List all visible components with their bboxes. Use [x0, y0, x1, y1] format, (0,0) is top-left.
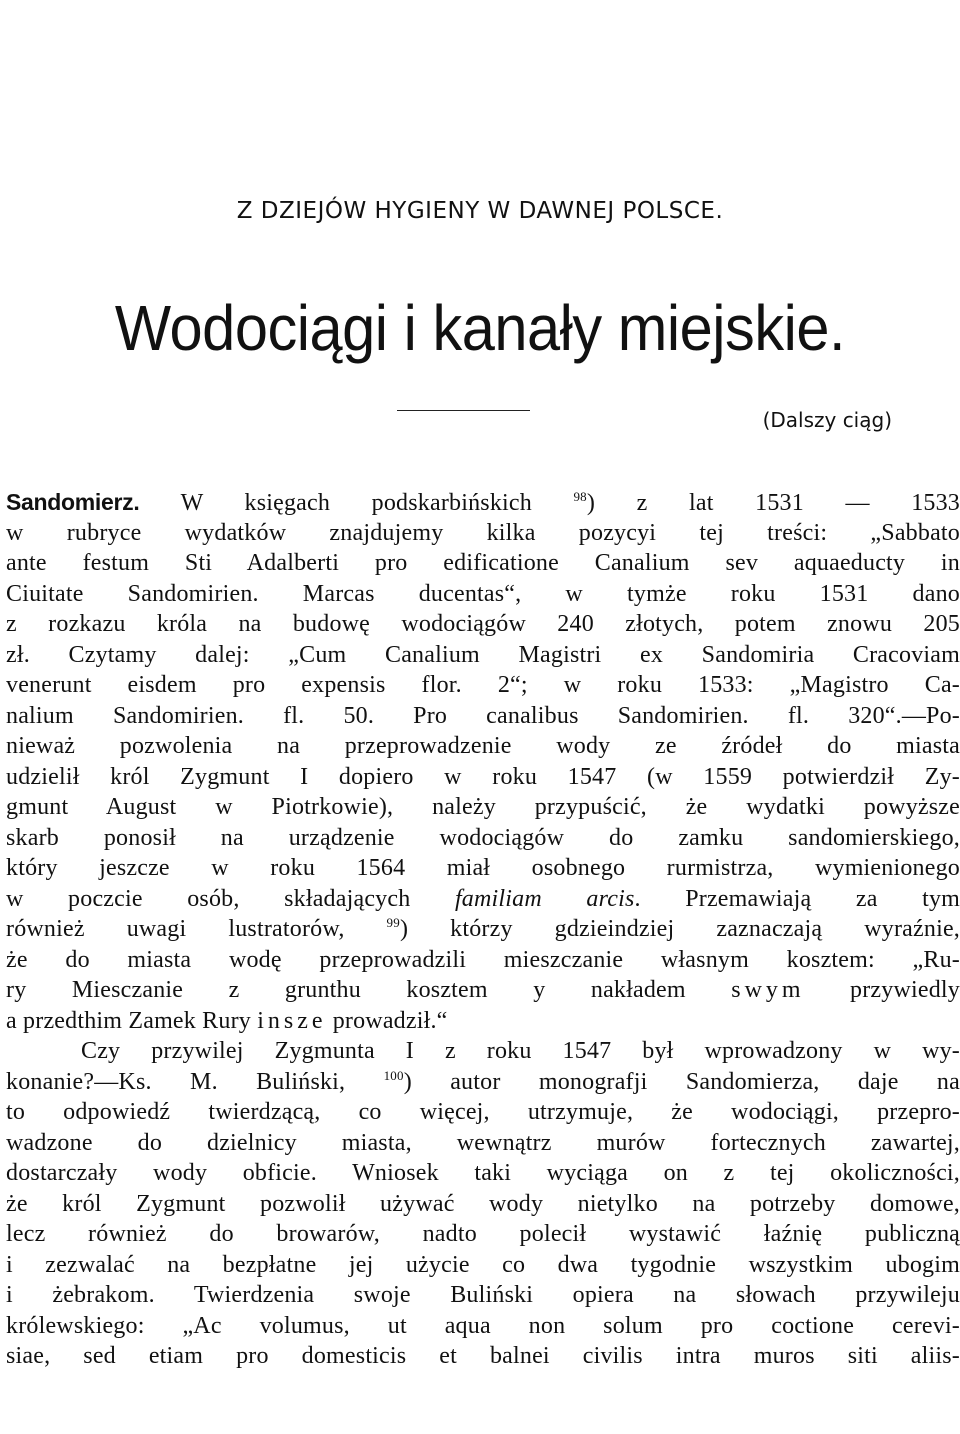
article-title: Wodociągi i kanały miejskie. [114, 292, 846, 364]
title-divider [397, 410, 530, 411]
text-line: lecz również do browarów, nadto polecił wystawić łaźnię publiczną [6, 1221, 960, 1247]
text-line: zł. Czytamy dalej: „Cum Canalium Magistri ex Sandomiria Cracoviam [6, 641, 960, 668]
latin-italic-phrase: familiam arcis [454, 885, 635, 912]
text-line: że król Zygmunt pozwolił używać wody nietylko na potrzeby domowe, [6, 1190, 960, 1217]
footnote-ref: 98 [573, 489, 587, 504]
text-line: że do miasta wodę przeprowadzili mieszczanie własnym kosztem: „Ru- [6, 946, 960, 973]
text-line: konanie?—Ks. M. Buliński, $^{100}$) autor monografji Sandomierza, daje na [6, 1067, 960, 1095]
text-line: a przedthim Zamek Rury insze prowadził.“ [6, 1007, 448, 1034]
text-line: skarb ponosił na urządzenie wodociągów do zamku sandomierskiego, [6, 824, 960, 851]
text-line: również uwagi lustratorów, $^{99}$) którzy gdzieindziej zaznaczają wyraźnie, [6, 915, 960, 942]
continued-note: (Dalszy ciąg) [762, 408, 892, 432]
text-line: i zezwalać na bezpłatne jej użycie co dwa tygodnie wszystkim ubogim [6, 1251, 960, 1278]
footnote-ref: 99 [386, 915, 400, 930]
text-line: który jeszcze w roku 1564 miał osobnego rurmistrza, wymienionego [6, 855, 960, 881]
text-line: królewskiego: „Ac volumus, ut aqua non solum pro coctione cerevi- [6, 1312, 960, 1339]
spaced-emphasis: insze [257, 1007, 327, 1034]
text-line: siae, sed etiam pro domesticis et balnei civilis intra muros siti aliis- [6, 1343, 960, 1369]
footnote-ref: 100 [383, 1067, 404, 1083]
text-line: wadzone do dzielnicy miasta, wewnątrz murów fortecznych zawartej, [6, 1129, 960, 1156]
text-line: Ciuitate Sandomirien. Marcas ducentas“, w tymże roku 1531 dano [6, 580, 960, 607]
text-line: venerunt eisdem pro expensis flor. 2“; w roku 1533: „Magistro Ca- [6, 672, 960, 698]
text-line: ry Miesczanie z grunthu kosztem y nakładem swym przywiedly [6, 977, 960, 1003]
text-line: nieważ pozwolenia na przeprowadzenie wody ze źródeł do miasta [6, 733, 960, 759]
text-line: Sandomierz. W księgach podskarbińskich $^{98}$) z lat 1531 — 1533 [6, 489, 960, 516]
text-line: udzielił król Zygmunt I dopiero w roku 1547 (w 1559 potwierdził Zy- [6, 763, 960, 790]
text-line: gmunt August w Piotrkowie), należy przypuścić, że wydatki powyższe [6, 794, 960, 820]
text-line: Czy przywilej Zygmunta I z roku 1547 był wprowadzony w wy- [81, 1038, 960, 1064]
text-line: nalium Sandomirien. fl. 50. Pro canalibus Sandomirien. fl. 320“.—Po- [6, 702, 960, 729]
spaced-emphasis: swym [731, 977, 805, 1003]
text-line: dostarczały wody obficie. Wniosek taki wyciąga on z tej okoliczności, [6, 1160, 960, 1186]
running-title: Z DZIEJÓW HYGIENY W DAWNEJ POLSCE. [236, 198, 724, 224]
text-line: w rubryce wydatków znajdujemy kilka pozycyi tej treści: „Sabbato [6, 519, 960, 546]
text-line: z rozkazu króla na budowę wodociągów 240 złotych, potem znowu 205 [6, 611, 960, 637]
text-line: to odpowiedź twierdzącą, co więcej, utrzymuje, że wodociągi, przepro- [6, 1099, 960, 1125]
text-line: i żebrakom. Twierdzenia swoje Buliński opiera na słowach przywileju [6, 1282, 960, 1308]
text-line: ante festum Sti Adalberti pro edificatione Canalium sev aquaeducty in [6, 550, 960, 576]
place-name-heading: Sandomierz. [6, 489, 140, 515]
text-line: w poczcie osób, składających familiam arcis. Przemawiają za tym [6, 885, 960, 912]
article-body [6, 487, 960, 1372]
